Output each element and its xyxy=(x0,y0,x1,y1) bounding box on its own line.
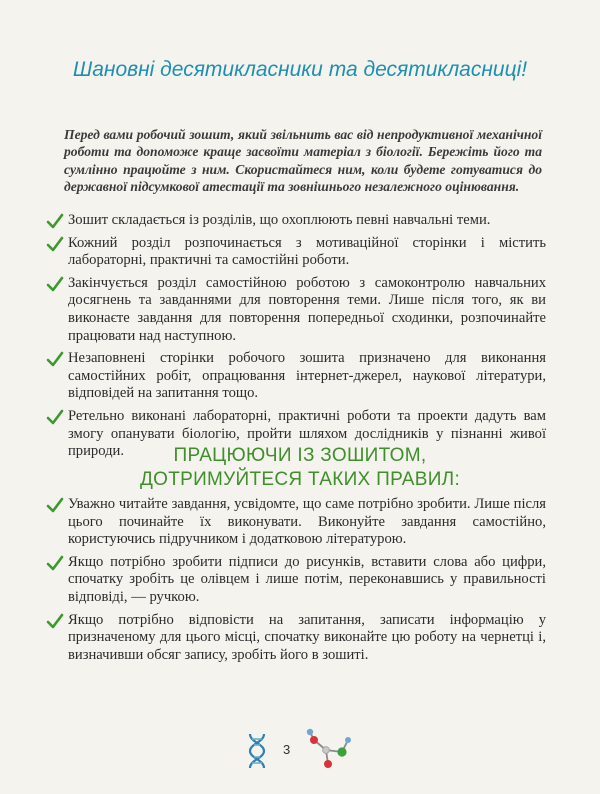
list-item-text: Незаповнені сторінки робочого зошита призначено для виконання самостійних робіт, опрацювання інтернет-джерел, наукової літератури, відповідей на запитання тощо. xyxy=(68,350,546,402)
rules-heading xyxy=(0,444,600,492)
features-list xyxy=(46,212,546,466)
page-footer xyxy=(0,728,600,778)
list-item xyxy=(46,275,546,345)
checkmark-icon xyxy=(46,351,64,367)
list-item-text: Кожний розділ розпочинається з мотиваційної сторінки і містить лабораторні, практичні та самостійні роботи. xyxy=(68,234,546,269)
checkmark-icon xyxy=(46,555,64,571)
list-item xyxy=(46,212,546,230)
checkmark-icon xyxy=(46,409,64,425)
list-item xyxy=(46,554,546,607)
list-item xyxy=(46,350,546,403)
rules-heading-line2: ДОТРИМУЙТЕСЯ ТАКИХ ПРАВИЛ: xyxy=(139,469,461,490)
list-item-text: Закінчується розділ самостійною роботою з самоконтролю навчальних досягнень та завданнями для повторення теми. Лише після того, як ви виконаєте завдання для повторення попередньої сходинки, розпочинайте працювати над наступною. xyxy=(68,274,546,344)
checkmark-icon xyxy=(46,236,64,252)
checkmark-icon xyxy=(46,276,64,292)
checkmark-icon xyxy=(46,497,64,513)
molecule-icon xyxy=(302,728,360,772)
greeting-title: Шановні десятикласники та десятикласниці! xyxy=(72,58,528,81)
list-item-text: Уважно читайте завдання, усвідомте, що саме потрібно зробити. Лише після цього починайте їх виконувати. Виконуйте завдання самостійно, користуючись підручником і додатковою літературою. xyxy=(68,496,546,548)
list-item xyxy=(46,235,546,270)
checkmark-icon xyxy=(46,213,64,229)
intro-paragraph: Перед вами робочий зошит, який звільнить вас від непродуктивної механічної роботи та допоможе краще засвоїти матеріал з біології. Бережіть його та сумлінно працюйте з ним. Скористайтеся ним, коли будете готуватися до державної підсумкової атестації та зовнішнього незалежного оцінювання. xyxy=(64,127,542,195)
checkmark-icon xyxy=(46,613,64,629)
dna-icon xyxy=(246,732,268,770)
rules-heading-line1: ПРАЦЮЮЧИ ІЗ ЗОШИТОМ, xyxy=(173,445,427,466)
rules-list xyxy=(46,496,546,669)
list-item-text: Зошит складається із розділів, що охоплюють певні навчальні теми. xyxy=(68,212,491,228)
list-item-text: Якщо потрібно зробити підписи до рисунків, вставити слова або цифри, спочатку зробіть це олівцем і лише потім, переконавшись у правильності відповіді, — ручкою. xyxy=(68,553,546,605)
list-item-text: Ретельно виконані лабораторні, практичні роботи та проекти дадуть вам змогу опанувати біологію, пройти шляхом дослідників у пізнанні живої природи. xyxy=(68,407,546,460)
list-item xyxy=(46,496,546,549)
list-item-text: Якщо потрібно відповісти на запитання, записати інформацію у призначеному для цього місці, спочатку виконайте цю роботу на чернетці і, визначивши обсяг запису, зробіть його в зошиті. xyxy=(68,611,546,663)
page-number: 3 xyxy=(283,742,291,757)
list-item xyxy=(46,612,546,665)
